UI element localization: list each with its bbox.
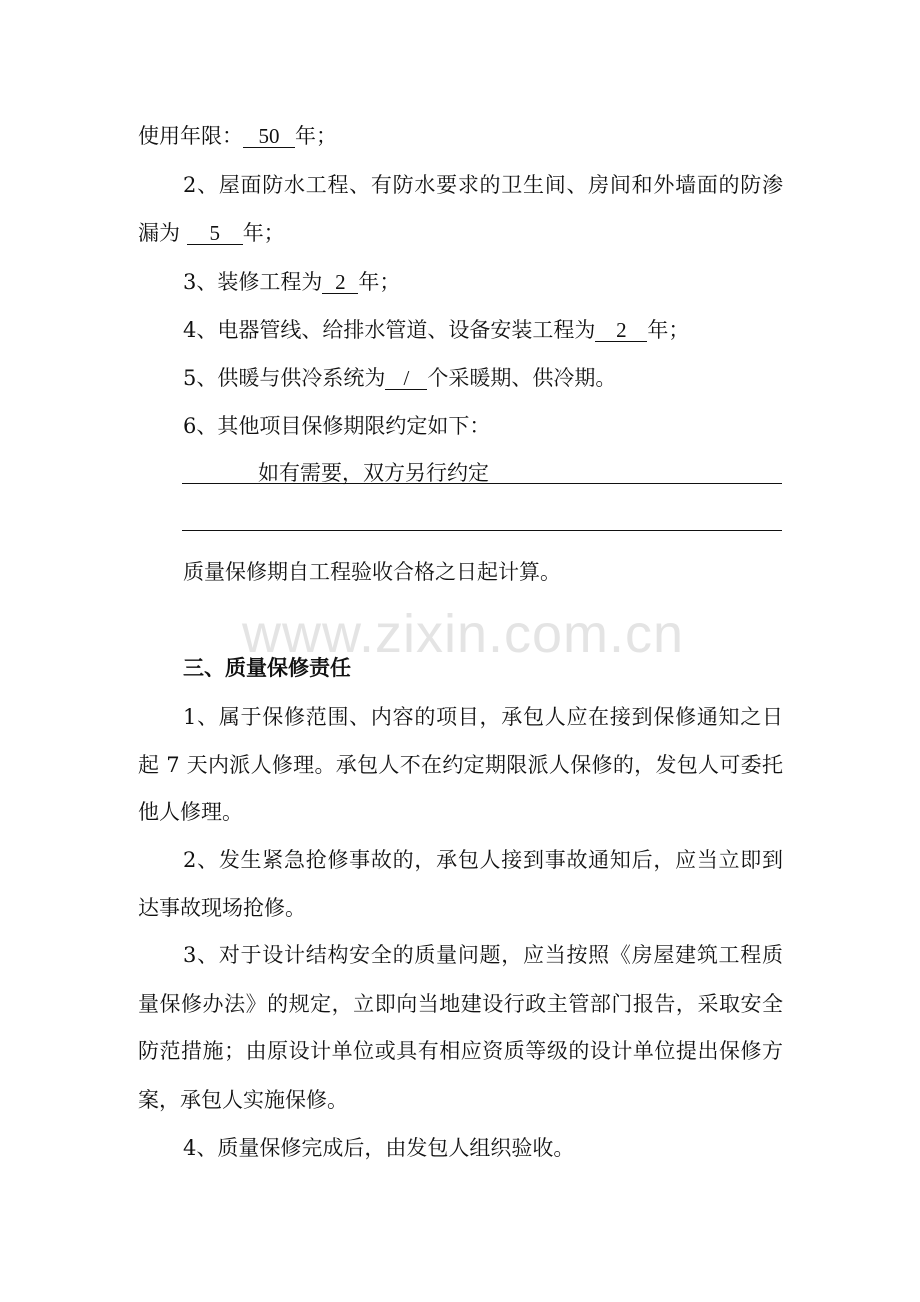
filled-value: / — [385, 367, 427, 390]
label-text: 年； — [242, 221, 285, 245]
filled-value: 2 — [322, 271, 358, 294]
text-line — [138, 221, 783, 245]
section-heading: 三、质量保修责任 — [183, 655, 351, 680]
text-line: 起 7 天内派人修理。承包人不在约定期限派人保修的，发包人可委托 — [138, 753, 783, 777]
text-line: 2、屋面防水工程、有防水要求的卫生间、房间和外墙面的防渗 — [183, 173, 783, 197]
text-line: 1、属于保修范围、内容的项目，承包人应在接到保修通知之日 — [183, 705, 783, 729]
label-text: 5、供暖与供冷系统为 — [183, 366, 386, 390]
fill-in-text: 如有需要，双方另行约定 — [258, 461, 489, 485]
text-line: 6、其他项目保修期限约定如下： — [183, 414, 491, 438]
text-line: 2、发生紧急抢修事故的，承包人接到事故通知后，应当立即到 — [183, 848, 783, 872]
text-line: 案，承包人实施保修。 — [138, 1088, 348, 1112]
text-line: 量保修办法》的规定，立即向当地建设行政主管部门报告，采取安全 — [138, 992, 783, 1016]
label-text: 年； — [647, 318, 690, 342]
label-text: 使用年限： — [138, 124, 243, 148]
text-line — [183, 270, 783, 294]
watermark-text: www.zixin.com.cn — [241, 604, 685, 664]
text-line: 质量保修期自工程验收合格之日起计算。 — [183, 560, 561, 584]
text-line: 4、质量保修完成后，由发包人组织验收。 — [183, 1136, 575, 1160]
label-text: 年； — [358, 270, 401, 294]
filled-value: 5 — [187, 222, 243, 245]
text-line — [183, 318, 783, 342]
text-line: 达事故现场抢修。 — [138, 896, 306, 920]
label-text: 年； — [295, 124, 337, 148]
underline-rule — [182, 530, 782, 531]
text-line: 3、对于设计结构安全的质量问题，应当按照《房屋建筑工程质 — [183, 943, 783, 967]
label-text: 个采暖期、供冷期。 — [427, 366, 617, 390]
underline-rule — [182, 483, 782, 484]
label-text: 漏为 — [138, 221, 180, 245]
filled-value: 50 — [243, 125, 295, 148]
label-text: 4、电器管线、给排水管道、设备安装工程为 — [183, 318, 596, 342]
text-line: 防范措施；由原设计单位或具有相应资质等级的设计单位提出保修方 — [138, 1039, 783, 1063]
text-line — [138, 124, 783, 148]
label-text: 3、装修工程为 — [183, 270, 323, 294]
text-line — [183, 366, 783, 390]
text-line: 他人修理。 — [138, 800, 243, 824]
filled-value: 2 — [595, 319, 647, 342]
